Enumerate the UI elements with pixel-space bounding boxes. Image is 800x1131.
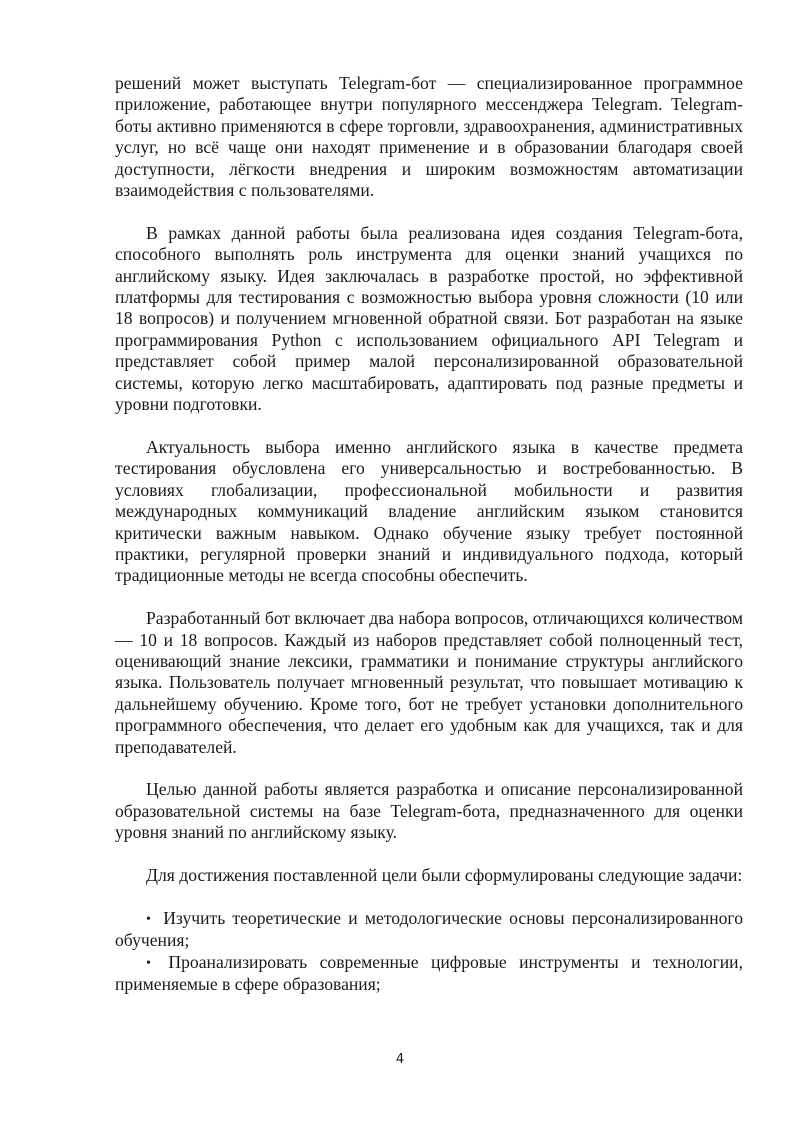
list-item xyxy=(115,908,743,952)
paragraph-tasks-intro: Для достижения поставленной цели были сформулированы следующие задачи: xyxy=(146,864,743,885)
bullet-icon: • xyxy=(146,911,151,927)
paragraph-intro-continuation: решений может выступать Telegram-бот — специализированное программное приложение, работающее внутри популярного мессенджера Telegram. Telegram-боты активно применяются в сфере торговли, здравоохранения, административных услуг, но всё чаще они находят применение и в образовании благодаря своей доступности, лёгкости внедрения и широким возможностям автоматизации взаимодействия с пользователями. xyxy=(115,73,743,201)
list-item xyxy=(115,952,743,996)
bullet-icon: • xyxy=(146,955,151,971)
paragraph-project-idea: В рамках данной работы была реализована идея создания Telegram-бота, способного выполнять роль инструмента для оценки знаний учащихся по английскому языку. Идея заключалась в разработке простой, но эффективной платформы для тестирования с возможностью выбора уровня сложности (10 или 18 вопросов) и получением мгновенной обратной связи. Бот разработан на языке программирования Python с использованием официального API Telegram и представляет собой пример малой персонализированной образовательной системы, которую легко масштабировать, адаптировать под разные предметы и уровни подготовки. xyxy=(115,222,743,415)
document-page xyxy=(115,73,743,995)
page-number: 4 xyxy=(395,1052,405,1067)
task-list xyxy=(115,908,743,996)
paragraph-bot-description: Разработанный бот включает два набора вопросов, отличающихся количеством — 10 и 18 вопросов. Каждый из наборов представляет собой полноценный тест, оценивающий знание лексики, грамматики и понимание структуры английского языка. Пользователь получает мгновенный результат, что повышает мотивацию к дальнейшему обучению. Кроме того, бот не требует установки дополнительного программного обеспечения, что делает его удобным как для учащихся, так и для преподавателей. xyxy=(115,608,743,757)
list-item-text: Изучить теоретические и методологические основы персонализированного обучения; xyxy=(115,907,743,951)
paragraph-goal: Целью данной работы является разработка и описание персонализированной образовательной системы на базе Telegram-бота, предназначенного для оценки уровня знаний по английскому языку. xyxy=(115,779,743,843)
list-item-text: Проанализировать современные цифровые инструменты и технологии, применяемые в сфере образования; xyxy=(115,951,743,994)
paragraph-relevance: Актуальность выбора именно английского языка в качестве предмета тестирования обусловлена его универсальностью и востребованностью. В условиях глобализации, профессиональной мобильности и развития международных коммуникаций владение английским языком становится критически важным навыком. Однако обучение языку требует постоянной практики, регулярной проверки знаний и индивидуального подхода, который традиционные методы не всегда способны обеспечить. xyxy=(115,436,743,586)
